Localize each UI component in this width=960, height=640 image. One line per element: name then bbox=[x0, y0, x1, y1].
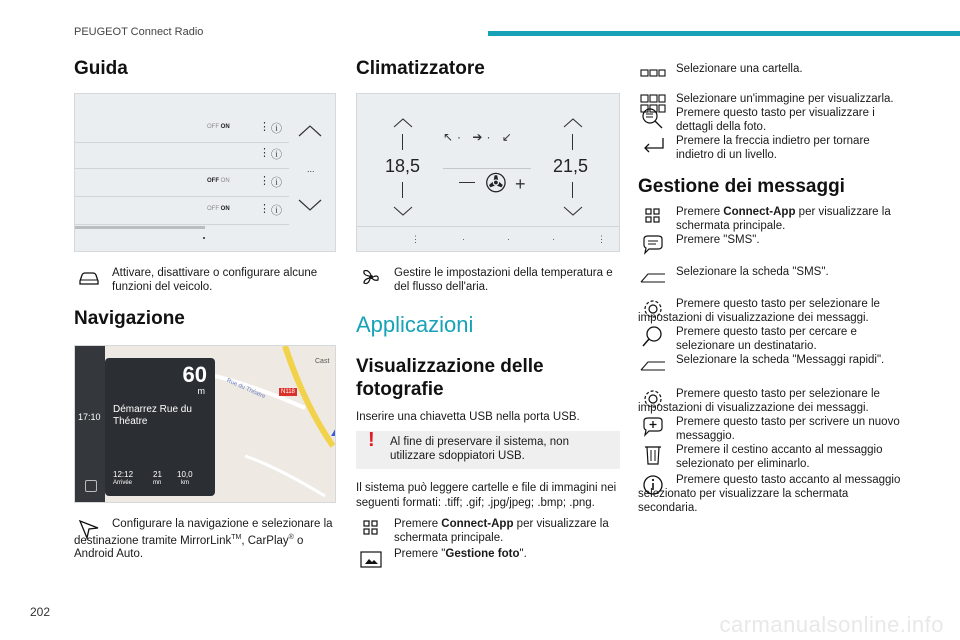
chevron-down-icon bbox=[393, 206, 413, 216]
guida-screen-figure bbox=[74, 93, 336, 252]
navigazione-description: Configurare la navigazione e selezionare la destinazione tramite MirrorLink™, CarPlay® o Android Auto. bbox=[74, 517, 333, 561]
tab-icon bbox=[640, 353, 666, 377]
guida-row-2 bbox=[75, 142, 289, 169]
road-badge: N118 bbox=[281, 388, 295, 395]
right-temperature: 21,5 bbox=[553, 155, 589, 176]
chevron-up-icon bbox=[393, 118, 413, 128]
info-icon: ⓘ bbox=[271, 176, 282, 189]
settings-gear-icon bbox=[640, 387, 666, 411]
watermark: carmanualsonline.info bbox=[719, 612, 944, 637]
msg-step-4: Premere questo tasto per selezionare le impostazioni di visualizzazione dei messaggi. bbox=[638, 297, 880, 324]
usb-instruction: Inserire una chiavetta USB nella porta USB. bbox=[356, 410, 580, 423]
home-icon bbox=[85, 480, 97, 492]
fan-icon: ✇ bbox=[485, 167, 507, 198]
search-icon bbox=[640, 325, 666, 349]
map-roads bbox=[215, 346, 335, 502]
column-1 bbox=[74, 56, 336, 561]
msg-step-1: Premere Connect-App per visualizzare la schermata principale. bbox=[638, 205, 902, 233]
back-arrow-icon bbox=[640, 134, 666, 158]
photo-row-image: Selezionare un'immagine per visualizzarla. bbox=[638, 92, 902, 106]
warning-icon: ! bbox=[368, 428, 375, 451]
tab-icon bbox=[640, 265, 666, 289]
msg-step-2: Premere "SMS". bbox=[638, 233, 902, 259]
sms-icon bbox=[640, 233, 666, 257]
navigazione-heading: Navigazione bbox=[74, 307, 185, 329]
left-temperature: 18,5 bbox=[385, 155, 421, 176]
guida-row-1: OFF ON ⋮ ⓘ bbox=[75, 116, 289, 143]
page-number: 202 bbox=[30, 605, 51, 619]
page-dot bbox=[203, 237, 205, 239]
usb-warning-note: ! Al fine di preservare il sistema, non utilizzare sdoppiatori USB. bbox=[356, 431, 620, 469]
photo-row-folder: Selezionare una cartella. bbox=[638, 62, 902, 84]
air-flow-icons: ↖· ➔· ↙ bbox=[443, 129, 516, 144]
msg-step-3: Selezionare la scheda "SMS". bbox=[638, 265, 902, 293]
header-accent-bar bbox=[488, 31, 960, 36]
chevron-down-icon bbox=[297, 198, 323, 212]
foto-step-1: Premere Connect-App per visualizzare la schermata principale. bbox=[356, 517, 620, 545]
msg-step-8: Premere questo tasto per scrivere un nuovo messaggio. bbox=[638, 415, 902, 443]
trash-icon bbox=[640, 443, 666, 467]
apps-grid-icon bbox=[358, 517, 384, 541]
column-3 bbox=[638, 56, 902, 515]
guida-row-4: OFF ON ⋮ ⓘ bbox=[75, 198, 289, 225]
foto-step-2: Premere "Gestione foto". bbox=[356, 547, 620, 561]
plus-icon: + bbox=[515, 173, 526, 194]
column-2 bbox=[356, 56, 648, 561]
new-message-icon bbox=[640, 415, 666, 439]
fotografie-heading: Visualizzazione delle fotografie bbox=[356, 356, 544, 400]
navigation-screen-figure: 17:10 60 m Démarrez Rue du Théatre 12:12 Arrivée 21 mn 10,0 km N118 Rue du Théatre Cast bbox=[74, 345, 336, 503]
navigation-arrow-icon bbox=[76, 517, 102, 541]
scroll-indicator bbox=[75, 226, 205, 229]
chevron-up-icon bbox=[297, 124, 323, 138]
climatizzatore-description: Gestire le impostazioni della temperatura e del flusso dell'aria. bbox=[356, 266, 620, 294]
guida-heading: Guida bbox=[74, 58, 128, 79]
apps-grid-icon bbox=[640, 205, 666, 229]
guida-row-3: OFF ON ⋮ ⓘ bbox=[75, 170, 289, 197]
more-icon: ⋮ bbox=[259, 202, 270, 215]
fan-icon bbox=[358, 266, 384, 290]
more-icon: ⋮ bbox=[259, 146, 270, 159]
msg-step-6: Selezionare la scheda "Messaggi rapidi". bbox=[638, 353, 902, 381]
chevron-down-icon bbox=[563, 206, 583, 216]
photo-gallery-icon bbox=[358, 547, 384, 571]
minus-icon bbox=[459, 182, 475, 183]
more-icon: ⋮ bbox=[259, 120, 270, 133]
header-title: PEUGEOT Connect Radio bbox=[74, 26, 204, 38]
climate-screen-figure bbox=[356, 93, 648, 252]
applicazioni-heading: Applicazioni bbox=[356, 311, 474, 337]
ellipsis: ... bbox=[307, 163, 315, 174]
more-icon: ⋮ bbox=[259, 174, 270, 187]
msg-step-10: Premere questo tasto accanto al messaggio selezionato per visualizzare la schermata secondaria. bbox=[638, 473, 901, 514]
settings-gear-icon bbox=[640, 297, 666, 321]
photo-row-back: Premere la freccia indietro per tornare indietro di un livello. bbox=[638, 134, 902, 162]
info-icon: ⓘ bbox=[271, 148, 282, 161]
car-icon bbox=[76, 266, 102, 290]
info-icon: ⓘ bbox=[271, 122, 282, 135]
photo-row-details: Premere questo tasto per visualizzare i dettagli della foto. bbox=[638, 106, 902, 134]
folder-icon bbox=[640, 62, 666, 86]
details-search-icon bbox=[640, 106, 666, 130]
nav-side-bar: 17:10 bbox=[75, 346, 105, 502]
msg-step-7: Premere questo tasto per selezionare le impostazioni di visualizzazione dei messaggi. bbox=[638, 387, 880, 414]
supported-formats: Il sistema può leggere cartelle e file di immagini nei seguenti formati: .tiff; .gif; .jpg/jpeg; .bmp; .png. bbox=[356, 481, 617, 509]
info-icon: ⓘ bbox=[271, 204, 282, 217]
messaggi-heading: Gestione dei messaggi bbox=[638, 176, 845, 197]
info-icon bbox=[640, 473, 666, 497]
climatizzatore-heading: Climatizzatore bbox=[356, 58, 485, 79]
nav-instruction-card: 60 m Démarrez Rue du Théatre 12:12 Arrivée 21 mn 10,0 km bbox=[105, 358, 215, 496]
chevron-up-icon bbox=[563, 118, 583, 128]
msg-step-5: Premere questo tasto per cercare e selezionare un destinatario. bbox=[638, 325, 902, 353]
bottom-menu-dots: ⋮···⋮ bbox=[411, 233, 648, 244]
msg-step-9: Premere il cestino accanto al messaggio selezionato per eliminarlo. bbox=[638, 443, 902, 471]
guida-description: Attivare, disattivare o configurare alcune funzioni del veicolo. bbox=[74, 266, 336, 294]
